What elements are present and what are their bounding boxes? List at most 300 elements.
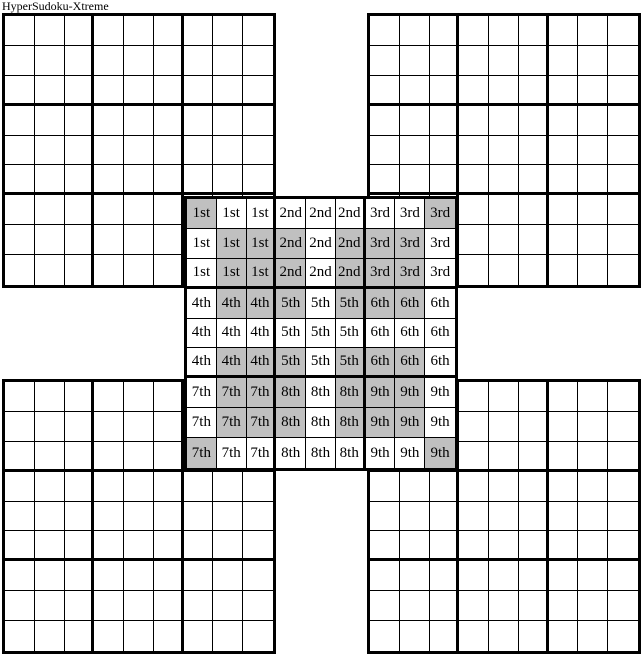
sudoku-cell[interactable]: [243, 531, 273, 561]
sudoku-cell[interactable]: [549, 165, 579, 195]
sudoku-cell-shaded[interactable]: 7th: [217, 408, 247, 438]
sudoku-cell[interactable]: [124, 46, 154, 76]
sudoku-cell[interactable]: [65, 412, 95, 442]
sudoku-cell[interactable]: [519, 255, 549, 285]
sudoku-cell[interactable]: 8th: [336, 438, 366, 468]
sudoku-cell[interactable]: [154, 255, 184, 285]
sudoku-cell[interactable]: [5, 136, 35, 166]
sudoku-cell[interactable]: [430, 106, 460, 136]
sudoku-cell-shaded[interactable]: 9th: [425, 438, 455, 468]
sudoku-cell[interactable]: [370, 165, 400, 195]
sudoku-cell[interactable]: [213, 106, 243, 136]
sudoku-cell[interactable]: 9th: [425, 378, 455, 408]
sudoku-cell[interactable]: [430, 76, 460, 106]
sudoku-cell[interactable]: [94, 16, 124, 46]
sudoku-cell-shaded[interactable]: 4th: [247, 289, 277, 319]
sudoku-cell[interactable]: 9th: [366, 438, 396, 468]
sudoku-cell[interactable]: [549, 255, 579, 285]
sudoku-cell[interactable]: [124, 412, 154, 442]
sudoku-cell[interactable]: [65, 46, 95, 76]
sudoku-cell[interactable]: 8th: [306, 378, 336, 408]
sudoku-cell-shaded[interactable]: 4th: [217, 348, 247, 378]
sudoku-cell[interactable]: [430, 16, 460, 46]
sudoku-cell[interactable]: [213, 46, 243, 76]
sudoku-cell[interactable]: [459, 442, 489, 472]
sudoku-cell[interactable]: [124, 165, 154, 195]
sudoku-cell[interactable]: [94, 412, 124, 442]
sudoku-cell[interactable]: [243, 46, 273, 76]
sudoku-cell[interactable]: 6th: [366, 319, 396, 349]
sudoku-cell[interactable]: [430, 502, 460, 532]
sudoku-cell[interactable]: [243, 165, 273, 195]
sudoku-cell[interactable]: [459, 16, 489, 46]
sudoku-cell[interactable]: [124, 16, 154, 46]
sudoku-cell[interactable]: [489, 382, 519, 412]
sudoku-cell[interactable]: 7th: [187, 408, 217, 438]
sudoku-cell[interactable]: [94, 502, 124, 532]
sudoku-cell[interactable]: [124, 225, 154, 255]
sudoku-cell-shaded[interactable]: 5th: [276, 348, 306, 378]
sudoku-cell[interactable]: [578, 136, 608, 166]
sudoku-cell[interactable]: [65, 502, 95, 532]
sudoku-cell[interactable]: [549, 442, 579, 472]
sudoku-cell[interactable]: [489, 442, 519, 472]
sudoku-cell[interactable]: [519, 225, 549, 255]
sudoku-cell[interactable]: [489, 412, 519, 442]
sudoku-cell[interactable]: 3rd: [366, 199, 396, 229]
sudoku-cell[interactable]: [519, 46, 549, 76]
sudoku-cell[interactable]: [400, 106, 430, 136]
sudoku-cell[interactable]: 8th: [306, 438, 336, 468]
sudoku-cell[interactable]: [578, 561, 608, 591]
sudoku-cell[interactable]: [519, 165, 549, 195]
sudoku-cell-shaded[interactable]: 5th: [276, 289, 306, 319]
sudoku-cell-shaded[interactable]: 2nd: [336, 229, 366, 259]
sudoku-cell[interactable]: [184, 561, 214, 591]
sudoku-cell[interactable]: [489, 621, 519, 651]
sudoku-cell[interactable]: [370, 136, 400, 166]
sudoku-cell[interactable]: [154, 621, 184, 651]
sudoku-cell[interactable]: [124, 561, 154, 591]
sudoku-cell[interactable]: [489, 225, 519, 255]
sudoku-cell[interactable]: [489, 165, 519, 195]
sudoku-cell[interactable]: [35, 165, 65, 195]
sudoku-cell[interactable]: [35, 255, 65, 285]
sudoku-cell[interactable]: [5, 46, 35, 76]
sudoku-cell[interactable]: [489, 591, 519, 621]
sudoku-cell[interactable]: 3rd: [395, 199, 425, 229]
sudoku-cell[interactable]: [243, 136, 273, 166]
sudoku-cell[interactable]: [370, 561, 400, 591]
sudoku-cell[interactable]: [608, 16, 638, 46]
sudoku-cell[interactable]: [489, 136, 519, 166]
sudoku-cell[interactable]: [608, 225, 638, 255]
sudoku-cell-shaded[interactable]: 7th: [217, 378, 247, 408]
sudoku-cell[interactable]: [519, 16, 549, 46]
sudoku-cell-shaded[interactable]: 8th: [336, 378, 366, 408]
sudoku-cell[interactable]: [124, 442, 154, 472]
sudoku-cell[interactable]: [184, 621, 214, 651]
sudoku-cell[interactable]: [459, 412, 489, 442]
sudoku-cell[interactable]: [459, 136, 489, 166]
sudoku-cell[interactable]: [608, 621, 638, 651]
sudoku-cell[interactable]: [35, 412, 65, 442]
sudoku-cell[interactable]: [608, 591, 638, 621]
sudoku-cell[interactable]: 5th: [336, 319, 366, 349]
sudoku-cell[interactable]: [154, 106, 184, 136]
sudoku-cell[interactable]: [243, 502, 273, 532]
sudoku-cell[interactable]: [459, 76, 489, 106]
sudoku-cell-shaded[interactable]: 1st: [217, 229, 247, 259]
sudoku-cell[interactable]: 4th: [187, 348, 217, 378]
sudoku-cell[interactable]: [124, 136, 154, 166]
sudoku-cell[interactable]: [213, 16, 243, 46]
sudoku-cell[interactable]: 2nd: [306, 229, 336, 259]
sudoku-cell[interactable]: [430, 165, 460, 195]
sudoku-cell[interactable]: [65, 76, 95, 106]
sudoku-cell[interactable]: [124, 76, 154, 106]
sudoku-cell[interactable]: [35, 76, 65, 106]
sudoku-cell[interactable]: 8th: [276, 438, 306, 468]
sudoku-cell[interactable]: [400, 621, 430, 651]
sudoku-cell[interactable]: [519, 412, 549, 442]
sudoku-cell[interactable]: [578, 591, 608, 621]
sudoku-cell[interactable]: [213, 76, 243, 106]
sudoku-cell-shaded[interactable]: 7th: [187, 438, 217, 468]
sudoku-cell[interactable]: [430, 531, 460, 561]
sudoku-cell[interactable]: [519, 561, 549, 591]
sudoku-cell[interactable]: [489, 76, 519, 106]
sudoku-cell[interactable]: 5th: [306, 289, 336, 319]
sudoku-cell[interactable]: [35, 621, 65, 651]
sudoku-cell[interactable]: [5, 561, 35, 591]
sudoku-cell[interactable]: [5, 225, 35, 255]
sudoku-cell[interactable]: 1st: [247, 199, 277, 229]
sudoku-cell[interactable]: 7th: [247, 438, 277, 468]
sudoku-cell[interactable]: [65, 136, 95, 166]
sudoku-cell[interactable]: [5, 442, 35, 472]
sudoku-cell[interactable]: [608, 46, 638, 76]
sudoku-cell[interactable]: [94, 561, 124, 591]
sudoku-cell[interactable]: [459, 561, 489, 591]
sudoku-cell[interactable]: [578, 76, 608, 106]
sudoku-cell[interactable]: [400, 531, 430, 561]
sudoku-cell[interactable]: 5th: [276, 319, 306, 349]
sudoku-cell[interactable]: [578, 621, 608, 651]
sudoku-cell[interactable]: [94, 106, 124, 136]
sudoku-cell[interactable]: [124, 255, 154, 285]
sudoku-cell-shaded[interactable]: 7th: [247, 408, 277, 438]
sudoku-cell[interactable]: [5, 255, 35, 285]
sudoku-cell[interactable]: [154, 195, 184, 225]
sudoku-cell[interactable]: [124, 591, 154, 621]
sudoku-cell[interactable]: [124, 502, 154, 532]
sudoku-cell[interactable]: [154, 591, 184, 621]
sudoku-cell-shaded[interactable]: 2nd: [276, 259, 306, 289]
sudoku-cell[interactable]: [243, 472, 273, 502]
sudoku-cell[interactable]: [578, 502, 608, 532]
sudoku-cell[interactable]: [578, 531, 608, 561]
sudoku-cell[interactable]: [400, 591, 430, 621]
sudoku-cell[interactable]: [243, 621, 273, 651]
sudoku-cell[interactable]: [243, 561, 273, 591]
sudoku-cell[interactable]: [154, 502, 184, 532]
sudoku-cell[interactable]: [519, 76, 549, 106]
sudoku-cell[interactable]: [35, 382, 65, 412]
sudoku-cell[interactable]: [154, 165, 184, 195]
sudoku-cell[interactable]: [400, 76, 430, 106]
sudoku-cell[interactable]: [213, 561, 243, 591]
sudoku-cell[interactable]: [459, 621, 489, 651]
sudoku-cell[interactable]: [124, 382, 154, 412]
sudoku-cell[interactable]: [489, 502, 519, 532]
sudoku-cell[interactable]: [124, 106, 154, 136]
sudoku-cell-shaded[interactable]: 6th: [366, 348, 396, 378]
sudoku-cell[interactable]: [5, 472, 35, 502]
sudoku-cell[interactable]: [430, 46, 460, 76]
sudoku-cell[interactable]: [65, 382, 95, 412]
sudoku-cell[interactable]: [65, 165, 95, 195]
sudoku-cell[interactable]: [400, 136, 430, 166]
sudoku-cell[interactable]: [400, 165, 430, 195]
sudoku-cell[interactable]: [65, 621, 95, 651]
sudoku-cell[interactable]: [370, 591, 400, 621]
sudoku-cell[interactable]: [154, 561, 184, 591]
sudoku-cell[interactable]: [65, 591, 95, 621]
sudoku-cell[interactable]: [608, 412, 638, 442]
sudoku-cell[interactable]: 7th: [217, 438, 247, 468]
sudoku-cell[interactable]: [154, 16, 184, 46]
sudoku-cell[interactable]: [243, 16, 273, 46]
sudoku-cell[interactable]: [549, 472, 579, 502]
sudoku-cell[interactable]: [65, 442, 95, 472]
sudoku-cell[interactable]: [243, 106, 273, 136]
sudoku-cell[interactable]: [489, 46, 519, 76]
sudoku-cell[interactable]: [400, 472, 430, 502]
sudoku-cell[interactable]: [489, 195, 519, 225]
sudoku-cell-shaded[interactable]: 6th: [395, 348, 425, 378]
sudoku-cell[interactable]: [35, 46, 65, 76]
sudoku-cell[interactable]: [213, 591, 243, 621]
sudoku-cell[interactable]: [124, 472, 154, 502]
sudoku-cell[interactable]: [5, 591, 35, 621]
sudoku-cell[interactable]: 6th: [425, 348, 455, 378]
sudoku-cell[interactable]: [578, 106, 608, 136]
sudoku-cell-shaded[interactable]: 3rd: [425, 199, 455, 229]
sudoku-cell[interactable]: [459, 255, 489, 285]
sudoku-cell[interactable]: [184, 165, 214, 195]
sudoku-cell[interactable]: [154, 76, 184, 106]
sudoku-cell[interactable]: [5, 502, 35, 532]
sudoku-cell[interactable]: [94, 136, 124, 166]
sudoku-cell[interactable]: [154, 412, 184, 442]
sudoku-cell[interactable]: 4th: [217, 319, 247, 349]
sudoku-cell[interactable]: [94, 472, 124, 502]
sudoku-cell[interactable]: [549, 76, 579, 106]
sudoku-cell[interactable]: [154, 225, 184, 255]
sudoku-cell[interactable]: 3rd: [425, 229, 455, 259]
sudoku-cell[interactable]: [519, 472, 549, 502]
sudoku-cell[interactable]: [578, 382, 608, 412]
sudoku-cell-shaded[interactable]: 3rd: [366, 229, 396, 259]
sudoku-cell[interactable]: [459, 591, 489, 621]
sudoku-cell[interactable]: [94, 76, 124, 106]
sudoku-cell[interactable]: [65, 16, 95, 46]
sudoku-cell[interactable]: [154, 382, 184, 412]
sudoku-cell[interactable]: [370, 76, 400, 106]
sudoku-cell[interactable]: 5th: [306, 348, 336, 378]
sudoku-cell-shaded[interactable]: 2nd: [276, 229, 306, 259]
sudoku-cell[interactable]: [5, 76, 35, 106]
sudoku-cell[interactable]: [459, 531, 489, 561]
sudoku-cell-shaded[interactable]: 1st: [217, 259, 247, 289]
sudoku-cell[interactable]: [519, 621, 549, 651]
sudoku-cell[interactable]: [94, 442, 124, 472]
sudoku-cell[interactable]: [65, 106, 95, 136]
sudoku-cell[interactable]: [549, 531, 579, 561]
sudoku-cell[interactable]: [608, 165, 638, 195]
sudoku-cell[interactable]: [549, 502, 579, 532]
sudoku-cell[interactable]: [549, 16, 579, 46]
sudoku-cell[interactable]: 4th: [187, 289, 217, 319]
sudoku-cell[interactable]: [94, 621, 124, 651]
sudoku-cell[interactable]: [65, 561, 95, 591]
sudoku-cell[interactable]: [35, 136, 65, 166]
sudoku-cell[interactable]: [184, 591, 214, 621]
sudoku-cell[interactable]: [94, 531, 124, 561]
sudoku-cell[interactable]: 2nd: [306, 199, 336, 229]
sudoku-cell[interactable]: [370, 621, 400, 651]
sudoku-cell[interactable]: [459, 165, 489, 195]
sudoku-cell[interactable]: [430, 561, 460, 591]
sudoku-cell[interactable]: [213, 502, 243, 532]
sudoku-cell[interactable]: [94, 195, 124, 225]
sudoku-cell-shaded[interactable]: 4th: [247, 348, 277, 378]
sudoku-cell-shaded[interactable]: 6th: [366, 289, 396, 319]
sudoku-cell[interactable]: [400, 46, 430, 76]
sudoku-cell[interactable]: [430, 621, 460, 651]
sudoku-cell[interactable]: [184, 76, 214, 106]
sudoku-cell-shaded[interactable]: 4th: [217, 289, 247, 319]
sudoku-cell[interactable]: [370, 106, 400, 136]
sudoku-cell[interactable]: [608, 502, 638, 532]
sudoku-cell[interactable]: [608, 531, 638, 561]
sudoku-cell-shaded[interactable]: 8th: [276, 408, 306, 438]
sudoku-cell[interactable]: [184, 472, 214, 502]
sudoku-cell[interactable]: [489, 531, 519, 561]
sudoku-cell[interactable]: [459, 382, 489, 412]
sudoku-cell[interactable]: [489, 472, 519, 502]
sudoku-cell[interactable]: [243, 76, 273, 106]
sudoku-cell[interactable]: [35, 225, 65, 255]
sudoku-cell-shaded[interactable]: 1st: [187, 199, 217, 229]
sudoku-cell-shaded[interactable]: 3rd: [366, 259, 396, 289]
sudoku-cell[interactable]: [549, 621, 579, 651]
sudoku-cell[interactable]: [5, 382, 35, 412]
sudoku-cell[interactable]: [519, 382, 549, 412]
sudoku-cell-shaded[interactable]: 2nd: [336, 259, 366, 289]
sudoku-cell[interactable]: 4th: [247, 319, 277, 349]
sudoku-cell[interactable]: 1st: [187, 229, 217, 259]
sudoku-cell-shaded[interactable]: 7th: [247, 378, 277, 408]
sudoku-cell[interactable]: 6th: [395, 319, 425, 349]
sudoku-cell[interactable]: [459, 46, 489, 76]
sudoku-cell[interactable]: [459, 502, 489, 532]
sudoku-cell[interactable]: [370, 46, 400, 76]
sudoku-cell[interactable]: [35, 16, 65, 46]
sudoku-cell[interactable]: [608, 472, 638, 502]
sudoku-cell[interactable]: [430, 472, 460, 502]
sudoku-cell[interactable]: [519, 531, 549, 561]
sudoku-cell[interactable]: [184, 16, 214, 46]
sudoku-cell[interactable]: [489, 106, 519, 136]
sudoku-cell[interactable]: [35, 502, 65, 532]
sudoku-cell[interactable]: 2nd: [336, 199, 366, 229]
sudoku-cell[interactable]: [519, 502, 549, 532]
sudoku-cell[interactable]: [184, 531, 214, 561]
sudoku-cell[interactable]: [370, 16, 400, 46]
sudoku-cell[interactable]: [94, 255, 124, 285]
sudoku-cell[interactable]: [549, 225, 579, 255]
sudoku-cell[interactable]: [549, 46, 579, 76]
sudoku-cell[interactable]: [65, 531, 95, 561]
sudoku-cell-shaded[interactable]: 3rd: [395, 229, 425, 259]
sudoku-cell[interactable]: [35, 472, 65, 502]
sudoku-cell[interactable]: [578, 472, 608, 502]
sudoku-cell[interactable]: 4th: [187, 319, 217, 349]
sudoku-cell[interactable]: [459, 106, 489, 136]
sudoku-cell[interactable]: [154, 531, 184, 561]
sudoku-cell[interactable]: [94, 165, 124, 195]
sudoku-cell-shaded[interactable]: 5th: [336, 289, 366, 319]
sudoku-cell[interactable]: [459, 472, 489, 502]
sudoku-cell[interactable]: [154, 472, 184, 502]
sudoku-cell[interactable]: [549, 195, 579, 225]
sudoku-cell[interactable]: [184, 106, 214, 136]
sudoku-cell[interactable]: [124, 531, 154, 561]
sudoku-cell[interactable]: [243, 591, 273, 621]
sudoku-cell[interactable]: [578, 46, 608, 76]
sudoku-cell[interactable]: [184, 502, 214, 532]
sudoku-cell-shaded[interactable]: 9th: [395, 408, 425, 438]
sudoku-cell[interactable]: [65, 225, 95, 255]
sudoku-cell[interactable]: 2nd: [306, 259, 336, 289]
sudoku-cell-shaded[interactable]: 8th: [336, 408, 366, 438]
sudoku-cell[interactable]: [519, 195, 549, 225]
sudoku-cell[interactable]: [608, 561, 638, 591]
sudoku-cell[interactable]: [154, 442, 184, 472]
sudoku-cell[interactable]: [370, 472, 400, 502]
sudoku-cell[interactable]: [578, 165, 608, 195]
sudoku-cell[interactable]: [578, 195, 608, 225]
sudoku-cell[interactable]: [608, 136, 638, 166]
sudoku-cell[interactable]: [65, 472, 95, 502]
sudoku-cell[interactable]: [94, 591, 124, 621]
sudoku-cell[interactable]: [35, 442, 65, 472]
sudoku-cell[interactable]: [549, 106, 579, 136]
sudoku-cell[interactable]: 8th: [306, 408, 336, 438]
sudoku-cell[interactable]: [35, 561, 65, 591]
sudoku-cell[interactable]: [608, 442, 638, 472]
sudoku-cell[interactable]: [459, 225, 489, 255]
sudoku-cell[interactable]: [5, 531, 35, 561]
sudoku-cell[interactable]: [549, 561, 579, 591]
sudoku-cell[interactable]: [519, 442, 549, 472]
sudoku-cell[interactable]: [124, 621, 154, 651]
sudoku-cell[interactable]: 1st: [217, 199, 247, 229]
sudoku-cell[interactable]: [213, 165, 243, 195]
sudoku-cell[interactable]: [459, 195, 489, 225]
